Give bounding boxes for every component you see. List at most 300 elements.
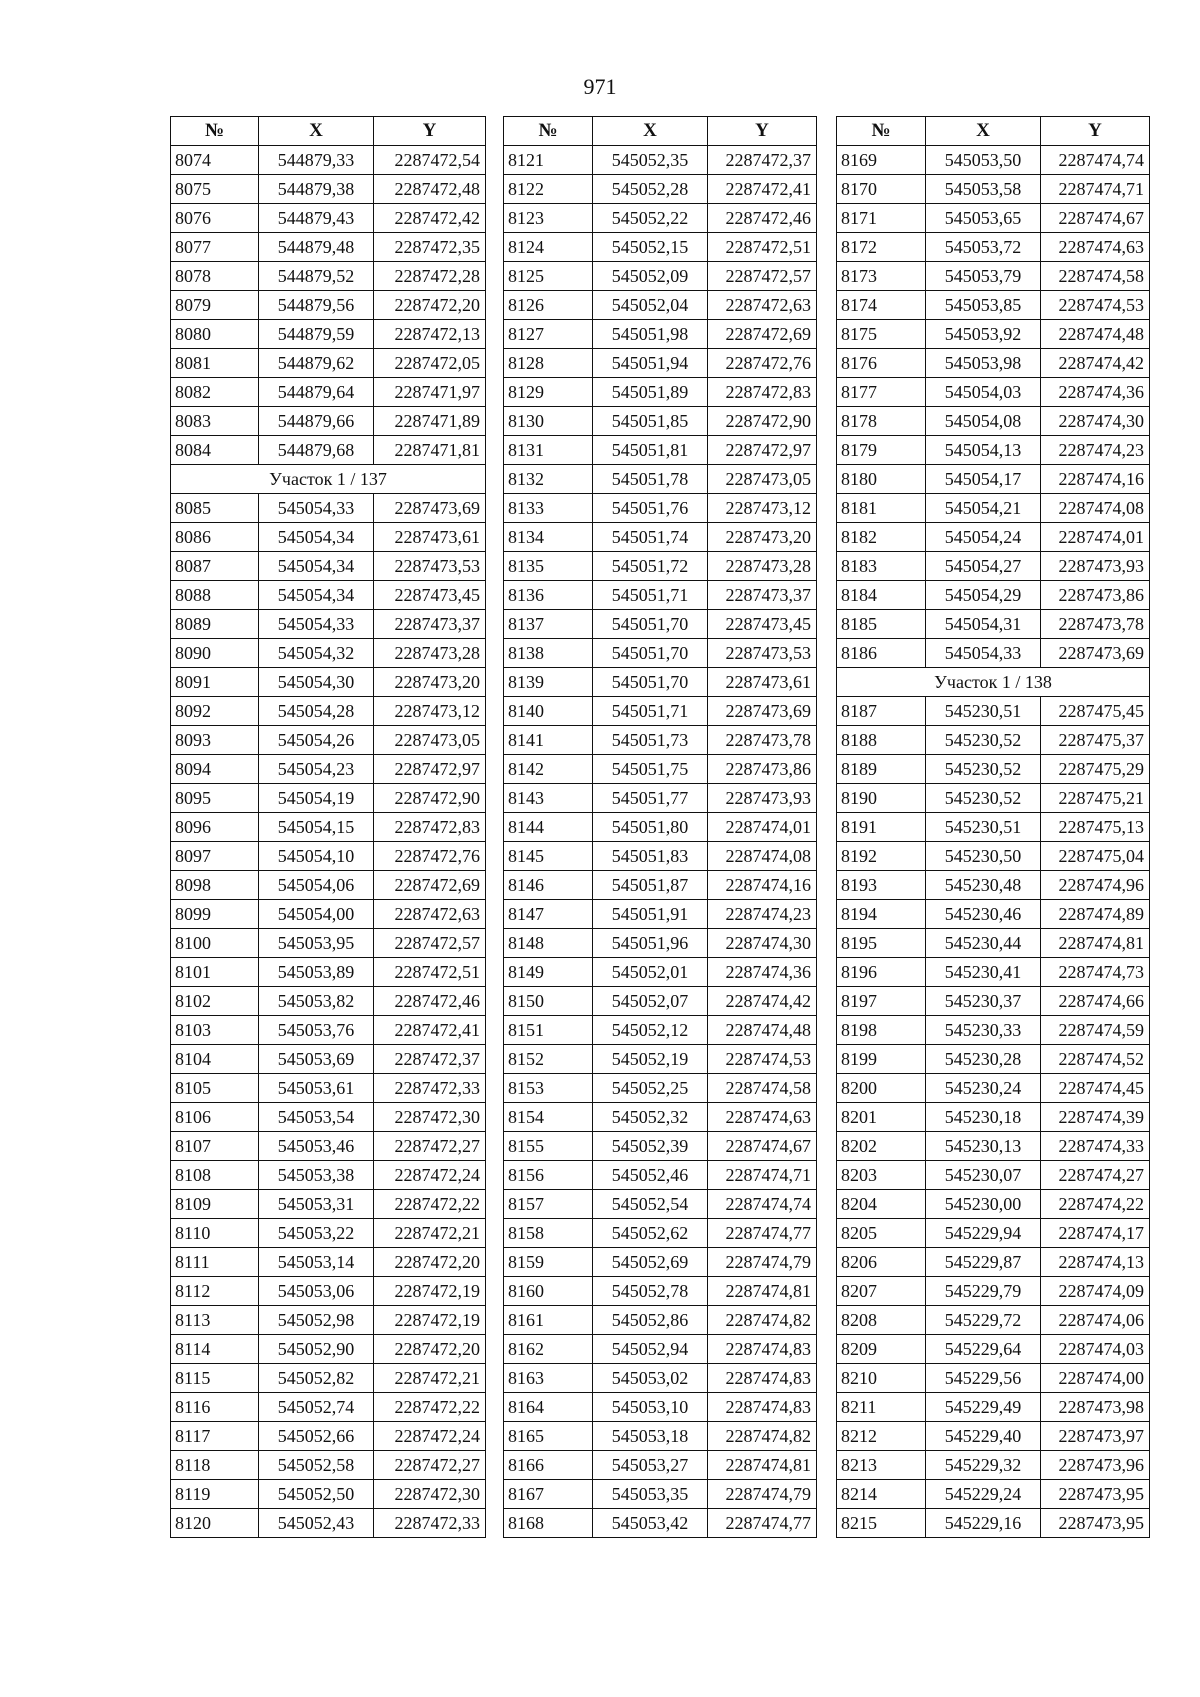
x-coordinate-cell: 545053,10 [593,1393,708,1422]
y-coordinate-cell: 2287474,77 [708,1219,817,1248]
x-coordinate-cell: 545051,76 [593,494,708,523]
y-coordinate-cell: 2287473,86 [708,755,817,784]
y-coordinate-cell: 2287473,96 [1041,1451,1150,1480]
x-coordinate-cell: 545054,03 [926,378,1041,407]
y-coordinate-cell: 2287474,22 [1041,1190,1150,1219]
point-number-cell: 8141 [504,726,593,755]
y-coordinate-cell: 2287473,78 [708,726,817,755]
table-row [171,871,486,900]
x-coordinate-cell: 545052,35 [593,146,708,175]
point-number-cell: 8170 [837,175,926,204]
section-label: Участок 1 / 138 [837,668,1150,697]
table-row [837,465,1150,494]
y-coordinate-cell: 2287471,97 [374,378,486,407]
x-coordinate-cell: 545051,94 [593,349,708,378]
y-coordinate-cell: 2287474,81 [708,1451,817,1480]
x-coordinate-cell: 545229,16 [926,1509,1041,1538]
table-row [504,958,817,987]
y-coordinate-cell: 2287472,27 [374,1132,486,1161]
point-number-cell: 8083 [171,407,259,436]
point-number-cell: 8144 [504,813,593,842]
point-number-cell: 8119 [171,1480,259,1509]
point-number-cell: 8125 [504,262,593,291]
x-coordinate-cell: 545053,72 [926,233,1041,262]
x-coordinate-cell: 545052,39 [593,1132,708,1161]
table-row [837,204,1150,233]
y-coordinate-cell: 2287474,74 [1041,146,1150,175]
table-row [504,1132,817,1161]
point-number-cell: 8094 [171,755,259,784]
y-coordinate-cell: 2287474,17 [1041,1219,1150,1248]
table-row [504,204,817,233]
table-row [171,262,486,291]
point-number-cell: 8210 [837,1364,926,1393]
y-coordinate-cell: 2287474,03 [1041,1335,1150,1364]
point-number-cell: 8191 [837,813,926,842]
point-number-cell: 8215 [837,1509,926,1538]
table-row [171,523,486,552]
x-coordinate-cell: 545052,54 [593,1190,708,1219]
point-number-cell: 8140 [504,697,593,726]
table-row [837,1306,1150,1335]
y-coordinate-cell: 2287472,21 [374,1364,486,1393]
point-number-cell: 8130 [504,407,593,436]
point-number-cell: 8095 [171,784,259,813]
table-row [837,1480,1150,1509]
x-coordinate-cell: 545052,32 [593,1103,708,1132]
y-coordinate-cell: 2287473,69 [708,697,817,726]
point-number-cell: 8163 [504,1364,593,1393]
x-coordinate-cell: 545229,87 [926,1248,1041,1277]
y-coordinate-cell: 2287472,24 [374,1422,486,1451]
table-row [504,900,817,929]
point-number-cell: 8131 [504,436,593,465]
y-coordinate-cell: 2287474,00 [1041,1364,1150,1393]
x-coordinate-cell: 545054,30 [259,668,374,697]
table-row [171,1277,486,1306]
point-number-cell: 8152 [504,1045,593,1074]
x-coordinate-cell: 544879,38 [259,175,374,204]
x-coordinate-cell: 545053,50 [926,146,1041,175]
table-row [171,1480,486,1509]
point-number-cell: 8193 [837,871,926,900]
table-row [171,1045,486,1074]
y-coordinate-cell: 2287472,19 [374,1277,486,1306]
point-number-cell: 8185 [837,610,926,639]
point-number-cell: 8106 [171,1103,259,1132]
point-number-cell: 8091 [171,668,259,697]
table-row [504,349,817,378]
x-coordinate-cell: 545054,33 [926,639,1041,668]
x-coordinate-cell: 545052,58 [259,1451,374,1480]
y-coordinate-cell: 2287472,24 [374,1161,486,1190]
x-coordinate-cell: 545051,81 [593,436,708,465]
table-row [504,726,817,755]
table-header-row [171,117,486,146]
y-coordinate-cell: 2287472,41 [374,1016,486,1045]
x-coordinate-cell: 545230,18 [926,1103,1041,1132]
x-coordinate-cell: 545051,72 [593,552,708,581]
x-coordinate-cell: 545054,34 [259,552,374,581]
y-coordinate-cell: 2287472,46 [374,987,486,1016]
x-coordinate-cell: 545052,94 [593,1335,708,1364]
y-coordinate-cell: 2287472,69 [374,871,486,900]
table-row [837,958,1150,987]
point-number-cell: 8187 [837,697,926,726]
x-coordinate-cell: 545053,31 [259,1190,374,1219]
table-row [171,610,486,639]
point-number-cell: 8188 [837,726,926,755]
table-row [171,1509,486,1538]
column-header-number: № [837,117,926,146]
table-row [837,552,1150,581]
point-number-cell: 8076 [171,204,259,233]
point-number-cell: 8154 [504,1103,593,1132]
point-number-cell: 8179 [837,436,926,465]
x-coordinate-cell: 545229,49 [926,1393,1041,1422]
point-number-cell: 8150 [504,987,593,1016]
point-number-cell: 8098 [171,871,259,900]
y-coordinate-cell: 2287473,98 [1041,1393,1150,1422]
y-coordinate-cell: 2287473,20 [374,668,486,697]
y-coordinate-cell: 2287472,83 [708,378,817,407]
point-number-cell: 8134 [504,523,593,552]
table-row [837,523,1150,552]
x-coordinate-cell: 545052,90 [259,1335,374,1364]
x-coordinate-cell: 545053,22 [259,1219,374,1248]
x-coordinate-cell: 545054,17 [926,465,1041,494]
x-coordinate-cell: 545053,27 [593,1451,708,1480]
table-row [171,1306,486,1335]
y-coordinate-cell: 2287472,76 [374,842,486,871]
point-number-cell: 8087 [171,552,259,581]
table-row [504,813,817,842]
y-coordinate-cell: 2287472,57 [708,262,817,291]
x-coordinate-cell: 545054,27 [926,552,1041,581]
x-coordinate-cell: 545052,66 [259,1422,374,1451]
point-number-cell: 8196 [837,958,926,987]
x-coordinate-cell: 545054,34 [259,523,374,552]
y-coordinate-cell: 2287473,78 [1041,610,1150,639]
y-coordinate-cell: 2287472,97 [374,755,486,784]
table-row [504,233,817,262]
x-coordinate-cell: 544879,48 [259,233,374,262]
section-header-row [171,465,486,494]
x-coordinate-cell: 545053,38 [259,1161,374,1190]
table-row [504,639,817,668]
table-row [837,726,1150,755]
x-coordinate-cell: 545230,33 [926,1016,1041,1045]
y-coordinate-cell: 2287473,97 [1041,1422,1150,1451]
table-row [837,1190,1150,1219]
x-coordinate-cell: 545229,32 [926,1451,1041,1480]
table-row [837,291,1150,320]
point-number-cell: 8201 [837,1103,926,1132]
coordinate-table-2 [503,116,817,1538]
y-coordinate-cell: 2287474,53 [1041,291,1150,320]
x-coordinate-cell: 544879,33 [259,146,374,175]
point-number-cell: 8123 [504,204,593,233]
x-coordinate-cell: 545229,64 [926,1335,1041,1364]
point-number-cell: 8165 [504,1422,593,1451]
point-number-cell: 8108 [171,1161,259,1190]
column-header-y: Y [1041,117,1150,146]
point-number-cell: 8192 [837,842,926,871]
y-coordinate-cell: 2287472,46 [708,204,817,233]
y-coordinate-cell: 2287474,71 [708,1161,817,1190]
point-number-cell: 8172 [837,233,926,262]
x-coordinate-cell: 545052,69 [593,1248,708,1277]
y-coordinate-cell: 2287474,66 [1041,987,1150,1016]
point-number-cell: 8149 [504,958,593,987]
y-coordinate-cell: 2287474,36 [708,958,817,987]
table-row [504,1219,817,1248]
y-coordinate-cell: 2287472,51 [374,958,486,987]
x-coordinate-cell: 545051,75 [593,755,708,784]
x-coordinate-cell: 544879,62 [259,349,374,378]
y-coordinate-cell: 2287474,09 [1041,1277,1150,1306]
point-number-cell: 8182 [837,523,926,552]
y-coordinate-cell: 2287472,57 [374,929,486,958]
y-coordinate-cell: 2287475,21 [1041,784,1150,813]
x-coordinate-cell: 545053,06 [259,1277,374,1306]
point-number-cell: 8107 [171,1132,259,1161]
table-row [171,1074,486,1103]
x-coordinate-cell: 545053,85 [926,291,1041,320]
point-number-cell: 8118 [171,1451,259,1480]
table-row [837,1451,1150,1480]
point-number-cell: 8190 [837,784,926,813]
table-row [171,639,486,668]
x-coordinate-cell: 545229,79 [926,1277,1041,1306]
x-coordinate-cell: 545052,01 [593,958,708,987]
point-number-cell: 8136 [504,581,593,610]
point-number-cell: 8160 [504,1277,593,1306]
x-coordinate-cell: 545230,50 [926,842,1041,871]
x-coordinate-cell: 545053,65 [926,204,1041,233]
x-coordinate-cell: 545054,00 [259,900,374,929]
point-number-cell: 8127 [504,320,593,349]
table-row [171,175,486,204]
point-number-cell: 8207 [837,1277,926,1306]
point-number-cell: 8139 [504,668,593,697]
x-coordinate-cell: 545052,04 [593,291,708,320]
point-number-cell: 8169 [837,146,926,175]
table-row [504,407,817,436]
y-coordinate-cell: 2287472,42 [374,204,486,233]
x-coordinate-cell: 545230,52 [926,784,1041,813]
table-row [171,958,486,987]
point-number-cell: 8080 [171,320,259,349]
y-coordinate-cell: 2287473,05 [374,726,486,755]
x-coordinate-cell: 545053,42 [593,1509,708,1538]
point-number-cell: 8075 [171,175,259,204]
table-row [171,378,486,407]
table-row [504,1335,817,1364]
y-coordinate-cell: 2287474,63 [1041,233,1150,262]
point-number-cell: 8078 [171,262,259,291]
table-row [837,900,1150,929]
point-number-cell: 8209 [837,1335,926,1364]
point-number-cell: 8109 [171,1190,259,1219]
x-coordinate-cell: 545229,72 [926,1306,1041,1335]
x-coordinate-cell: 545053,02 [593,1364,708,1393]
point-number-cell: 8137 [504,610,593,639]
y-coordinate-cell: 2287473,28 [374,639,486,668]
y-coordinate-cell: 2287472,69 [708,320,817,349]
y-coordinate-cell: 2287474,96 [1041,871,1150,900]
y-coordinate-cell: 2287472,33 [374,1509,486,1538]
x-coordinate-cell: 545054,29 [926,581,1041,610]
point-number-cell: 8085 [171,494,259,523]
y-coordinate-cell: 2287474,01 [708,813,817,842]
x-coordinate-cell: 544879,66 [259,407,374,436]
table-row [837,1393,1150,1422]
table-row [837,755,1150,784]
y-coordinate-cell: 2287472,54 [374,146,486,175]
x-coordinate-cell: 545053,69 [259,1045,374,1074]
y-coordinate-cell: 2287472,48 [374,175,486,204]
x-coordinate-cell: 545052,15 [593,233,708,262]
table-row [837,1509,1150,1538]
x-coordinate-cell: 545054,33 [259,494,374,523]
point-number-cell: 8203 [837,1161,926,1190]
table-row [837,639,1150,668]
table-row [504,784,817,813]
table-row [504,1451,817,1480]
table-row [504,552,817,581]
table-row [171,1393,486,1422]
table-row [504,146,817,175]
x-coordinate-cell: 544879,64 [259,378,374,407]
point-number-cell: 8184 [837,581,926,610]
x-coordinate-cell: 545230,37 [926,987,1041,1016]
x-coordinate-cell: 545051,70 [593,668,708,697]
y-coordinate-cell: 2287473,53 [708,639,817,668]
table-row [837,929,1150,958]
x-coordinate-cell: 545053,58 [926,175,1041,204]
table-row [171,1248,486,1277]
point-number-cell: 8126 [504,291,593,320]
point-number-cell: 8081 [171,349,259,378]
point-number-cell: 8093 [171,726,259,755]
x-coordinate-cell: 545230,00 [926,1190,1041,1219]
table-row [837,175,1150,204]
y-coordinate-cell: 2287472,19 [374,1306,486,1335]
x-coordinate-cell: 545229,94 [926,1219,1041,1248]
table-row [504,378,817,407]
point-number-cell: 8089 [171,610,259,639]
y-coordinate-cell: 2287474,73 [1041,958,1150,987]
point-number-cell: 8138 [504,639,593,668]
x-coordinate-cell: 545230,28 [926,1045,1041,1074]
x-coordinate-cell: 545052,62 [593,1219,708,1248]
y-coordinate-cell: 2287472,20 [374,1248,486,1277]
point-number-cell: 8158 [504,1219,593,1248]
x-coordinate-cell: 545053,76 [259,1016,374,1045]
y-coordinate-cell: 2287474,58 [708,1074,817,1103]
y-coordinate-cell: 2287474,81 [708,1277,817,1306]
table-row [837,262,1150,291]
table-row [171,929,486,958]
y-coordinate-cell: 2287474,30 [1041,407,1150,436]
table-row [504,175,817,204]
table-row [837,1248,1150,1277]
x-coordinate-cell: 545052,98 [259,1306,374,1335]
x-coordinate-cell: 545052,78 [593,1277,708,1306]
column-header-y: Y [374,117,486,146]
table-row [504,320,817,349]
y-coordinate-cell: 2287474,42 [708,987,817,1016]
y-coordinate-cell: 2287474,53 [708,1045,817,1074]
y-coordinate-cell: 2287474,89 [1041,900,1150,929]
table-row [504,610,817,639]
x-coordinate-cell: 545051,87 [593,871,708,900]
table-row [171,1190,486,1219]
coordinate-table-1 [170,116,486,1538]
table-row [171,146,486,175]
y-coordinate-cell: 2287474,81 [1041,929,1150,958]
x-coordinate-cell: 545052,43 [259,1509,374,1538]
x-coordinate-cell: 545053,54 [259,1103,374,1132]
point-number-cell: 8116 [171,1393,259,1422]
x-coordinate-cell: 545051,74 [593,523,708,552]
y-coordinate-cell: 2287472,83 [374,813,486,842]
x-coordinate-cell: 545053,46 [259,1132,374,1161]
x-coordinate-cell: 545230,52 [926,755,1041,784]
y-coordinate-cell: 2287473,20 [708,523,817,552]
table-row [504,1016,817,1045]
y-coordinate-cell: 2287474,67 [1041,204,1150,233]
x-coordinate-cell: 544879,59 [259,320,374,349]
point-number-cell: 8167 [504,1480,593,1509]
table-row [171,1103,486,1132]
table-row [837,842,1150,871]
y-coordinate-cell: 2287473,86 [1041,581,1150,610]
table-row [171,755,486,784]
table-row [504,1161,817,1190]
point-number-cell: 8090 [171,639,259,668]
y-coordinate-cell: 2287472,63 [708,291,817,320]
table-row [171,407,486,436]
table-row [837,407,1150,436]
table-row [504,987,817,1016]
x-coordinate-cell: 545230,46 [926,900,1041,929]
point-number-cell: 8096 [171,813,259,842]
y-coordinate-cell: 2287472,37 [708,146,817,175]
point-number-cell: 8129 [504,378,593,407]
x-coordinate-cell: 544879,68 [259,436,374,465]
x-coordinate-cell: 545052,86 [593,1306,708,1335]
x-coordinate-cell: 545051,71 [593,697,708,726]
y-coordinate-cell: 2287475,29 [1041,755,1150,784]
table-row [504,465,817,494]
y-coordinate-cell: 2287472,41 [708,175,817,204]
table-row [171,291,486,320]
point-number-cell: 8074 [171,146,259,175]
x-coordinate-cell: 545053,79 [926,262,1041,291]
x-coordinate-cell: 545229,40 [926,1422,1041,1451]
y-coordinate-cell: 2287473,28 [708,552,817,581]
x-coordinate-cell: 545053,82 [259,987,374,1016]
column-header-x: X [593,117,708,146]
y-coordinate-cell: 2287474,48 [708,1016,817,1045]
point-number-cell: 8104 [171,1045,259,1074]
point-number-cell: 8180 [837,465,926,494]
y-coordinate-cell: 2287474,27 [1041,1161,1150,1190]
x-coordinate-cell: 545052,74 [259,1393,374,1422]
table-row [504,523,817,552]
